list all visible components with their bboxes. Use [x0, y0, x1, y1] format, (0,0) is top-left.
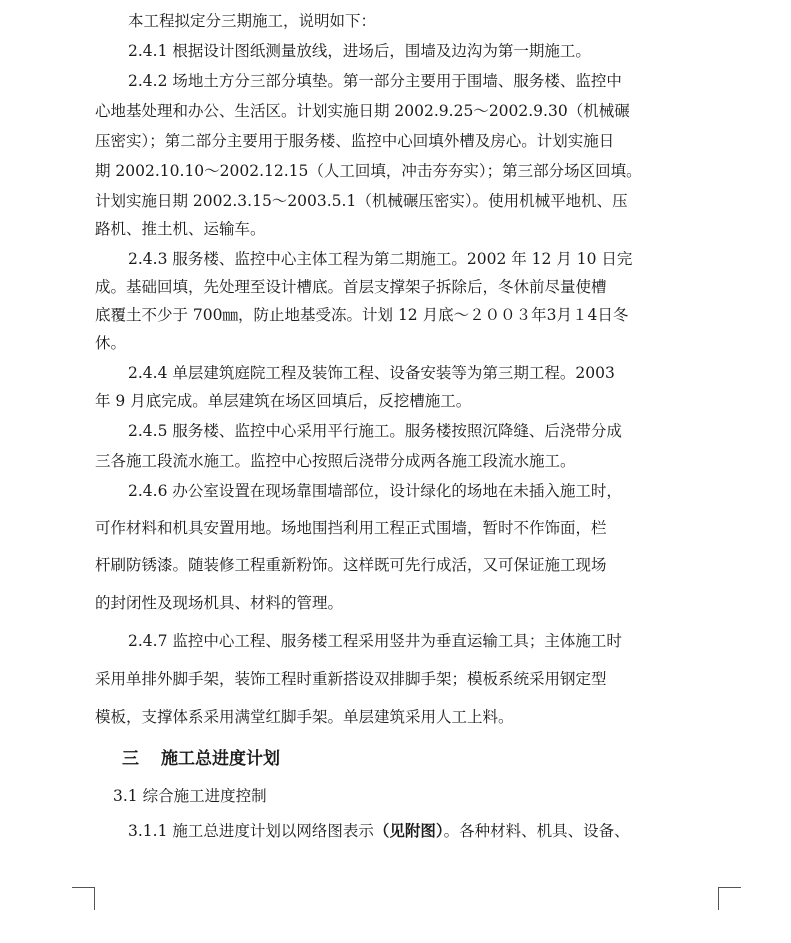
paragraph-line: 杆刷防锈漆。随装修工程重新粉饰。这样既可先行成活，又可保证施工现场 — [95, 556, 607, 574]
paragraph-line: 年 9 月底完成。单层建筑在场区回填后，反挖槽施工。 — [95, 392, 472, 410]
paragraph-line: 期 2002.10.10～2002.12.15（人工回填，冲击夯夯实）；第三部分场区回填。 — [95, 162, 642, 180]
paragraph-line: 休。 — [95, 334, 127, 352]
paragraph-line: 2.4.4 单层建筑庭院工程及装饰工程、设备安装等为第三期工程。2003 — [128, 364, 615, 382]
page-corner-mark-left — [72, 887, 95, 910]
paragraph-line: 心地基处理和办公、生活区。计划实施日期 2002.9.25～2002.9.30（机械碾 — [95, 102, 630, 120]
subsection-heading: 3.1 综合施工进度控制 — [113, 787, 267, 805]
section-title: 施工总进度计划 — [161, 749, 280, 769]
paragraph-line: 2.4.5 服务楼、监控中心采用平行施工。服务楼按照沉降缝、后浇带分成 — [128, 422, 622, 440]
text-run: 。各种材料、机具、设备、 — [443, 822, 630, 840]
paragraph-line: 2.4.2 场地土方分三部分填垫。第一部分主要用于围墙、服务楼、监控中 — [128, 72, 622, 90]
paragraph-line: 底覆土不少于 700㎜，防止地基受冻。计划 12 月底～２００３年3月１4日冬 — [95, 306, 629, 324]
paragraph-line: 本工程拟定分三期施工，说明如下： — [128, 12, 377, 30]
paragraph-line — [128, 820, 725, 844]
paragraph-line: 2.4.7 监控中心工程、服务楼工程采用竖井为垂直运输工具；主体施工时 — [128, 632, 622, 650]
paragraph-line: 路机、推土机、运输车。 — [95, 220, 266, 238]
section-number: 三 — [122, 749, 139, 769]
paragraph-line: 三各施工段流水施工。监控中心按照后浇带分成两各施工段流水施工。 — [95, 452, 576, 470]
paragraph-line: 模板，支撑体系采用满堂红脚手架。单层建筑采用人工上料。 — [95, 708, 514, 726]
page-corner-mark-right — [718, 887, 741, 910]
paragraph-line: 2.4.1 根据设计图纸测量放线，进场后，围墙及边沟为第一期施工。 — [128, 42, 591, 60]
paragraph-line: 压密实）；第二部分主要用于服务楼、监控中心回填外槽及房心。计划实施日 — [95, 132, 615, 150]
bold-reference: （见附图） — [373, 821, 444, 840]
text-run: 3.1.1 施工总进度计划以网络图表示 — [128, 822, 374, 840]
paragraph-line: 成。基础回填，先处理至设计槽底。首层支撑架子拆除后，冬休前尽量使槽 — [95, 278, 607, 296]
section-heading — [122, 744, 280, 769]
paragraph-line: 可作材料和机具安置用地。场地围挡利用工程正式围墙，暂时不作饰面，栏 — [95, 519, 607, 537]
paragraph-line: 2.4.3 服务楼、监控中心主体工程为第二期施工。2002 年 12 月 10 日完 — [128, 250, 633, 268]
paragraph-line: 计划实施日期 2002.3.15～2003.5.1（机械碾压密实）。使用机械平地机、压 — [95, 192, 628, 210]
paragraph-line: 2.4.6 办公室设置在现场靠围墙部位，设计绿化的场地在未插入施工时， — [128, 482, 622, 500]
paragraph-line: 的封闭性及现场机具、材料的管理。 — [95, 594, 344, 612]
paragraph-line: 采用单排外脚手架，装饰工程时重新搭设双排脚手架；模板系统采用钢定型 — [95, 670, 607, 688]
